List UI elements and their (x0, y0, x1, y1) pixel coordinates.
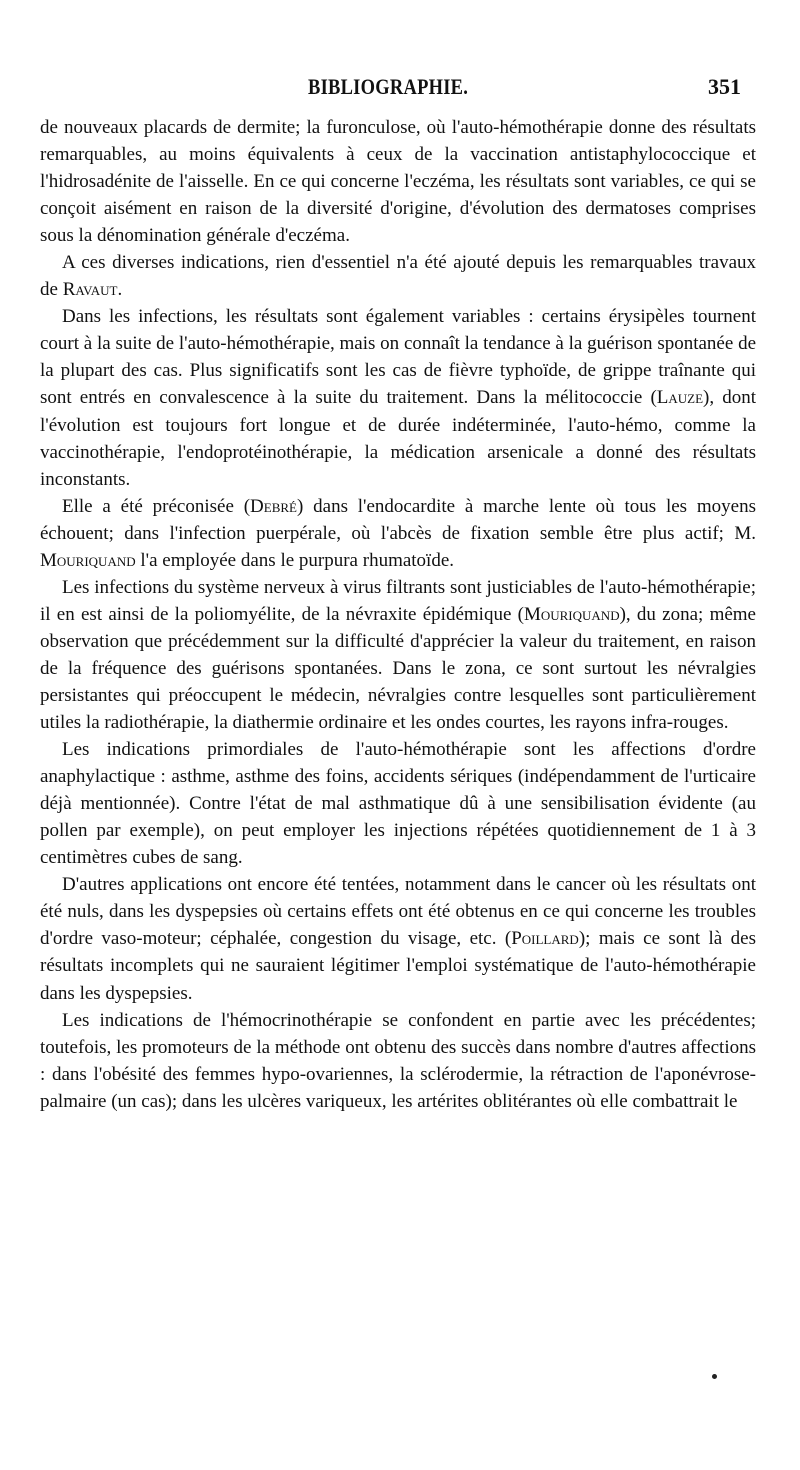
author-name: Ravaut (62, 279, 118, 301)
paragraph-text: ) dans l'endocardite à marche lente où tous les moyens échouent; dans l'infection puerpérale, où l'abcès de fixation semble être plus actif; M. (40, 495, 757, 544)
body-text (40, 114, 756, 1115)
paragraph (40, 303, 756, 492)
paragraph-text: Les indications primordiales de l'auto-hémothérapie sont les affections d'ordre anaphylactique : asthme, asthme des foins, accidents sériques (indépendamment de l'urticaire déjà mentionnée). Contre l'état de mal asthmatique dû à une sensibilisation évidente (au pollen par exemple), on peut employer les injections répétées quotidiennement de 1 à 3 centimètres cubes de sang. (40, 739, 756, 869)
paragraph-text: ), du zona; même observation que précédemment sur la difficulté d'apprécier la valeur du traitement, en raison de la fréquence des guérisons spontanées. Dans le zona, ce sont surtout les névralgies persistantes qui préoccupent le médecin, névralgies contre lesquelles sont particulièrement utiles la radiothérapie, la diathermie ordinaire et les ondes courtes, les rayons infra-rouges. (40, 603, 756, 734)
paragraph-text: ), dont l'évolution est toujours fort longue et de durée indéterminée, l'auto-hémo, comme la vaccinothérapie, l'endoprotéinothérapie, la médication arsenicale a donné des résultats inconstants. (40, 387, 756, 490)
running-head (0, 74, 800, 104)
paragraph-text: A ces diverses indications, rien d'essentiel n'a été ajouté depuis les remarquables travaux de (40, 252, 756, 301)
paragraph (40, 736, 756, 871)
page-number: 351 (708, 74, 741, 99)
paragraph-text: Les indications de l'hémocrinothérapie se confondent en partie avec les précédentes; toutefois, les promoteurs de la méthode ont obtenu des succès dans nombre d'autres affections : dans l'obésité des femmes hypo-ovariennes, la sclérodermie, la rétraction de l'aponévrose-palmaire (un cas); dans les ulcères variqueux, les artérites oblitérantes où elle combattrait le (40, 1009, 756, 1112)
author-name: Mouriquand (40, 549, 136, 571)
paragraph-text: Elle a été préconisée ( (62, 495, 251, 517)
author-name: Poillard (511, 928, 579, 950)
paragraph-text: Dans les infections, les résultats sont également variables : certains érysipèles tournent court à la suite de l'auto-hémothérapie, mais on connaît la tendance à la guérison spontanée de la plupart des cas. Plus significatifs sont les cas de fièvre typhoïde, de grippe traînante qui sont entrés en convalescence à la suite du traitement. Dans la mélitococcie ( (40, 306, 756, 409)
author-name: Mouriquand (523, 603, 620, 625)
paragraph (40, 1007, 756, 1115)
running-title: BIBLIOGRAPHIE. (308, 74, 469, 99)
paragraph (40, 574, 756, 736)
paragraph (40, 493, 756, 574)
paragraph-text: . (117, 279, 123, 301)
paragraph-text: de nouveaux placards de dermite; la furonculose, où l'auto-hémothérapie donne des résultats remarquables, au moins équivalents à ceux de la vaccination antistaphylococcique et l'hidrosadénite de l'aisselle. En ce qui concerne l'eczéma, les résultats sont variables, ce qui se conçoit aisément en raison de la diversité d'origine, d'évolution des dermatoses comprises sous la dénomination générale d'eczéma. (40, 117, 756, 247)
paragraph-text: ); mais ce sont là des résultats incomplets qui ne sauraient légitimer l'emploi systématique de l'auto-hémothérapie dans les dyspepsies. (40, 928, 756, 1004)
paragraph (40, 114, 756, 249)
stray-ink-mark (712, 1374, 717, 1379)
paragraph-text: Les infections du système nerveux à virus filtrants sont justiciables de l'auto-hémothérapie; il en est ainsi de la poliomyélite, de la névraxite épidémique ( (40, 576, 756, 625)
paragraph (40, 871, 756, 1006)
paragraph-text: D'autres applications ont encore été tentées, notamment dans le cancer où les résultats ont été nuls, dans les dyspepsies où certains effets ont été obtenus en ce qui concerne les troubles d'ordre vaso-moteur; céphalée, congestion du visage, etc. ( (40, 874, 756, 950)
author-name: Debré (250, 495, 297, 517)
paragraph (40, 249, 756, 303)
author-name: Lauze (656, 387, 704, 409)
paragraph-text: l'a employée dans le purpura rhumatoïde. (135, 549, 455, 571)
